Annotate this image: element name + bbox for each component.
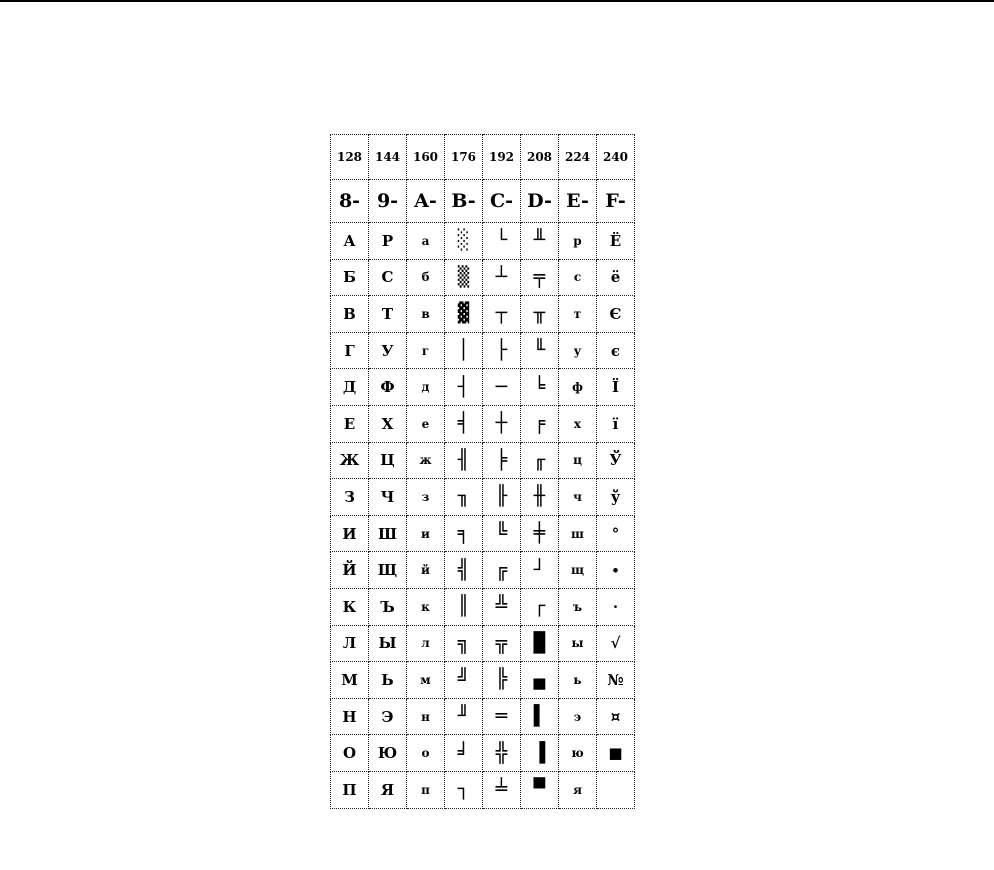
character-cell: ¤	[597, 698, 635, 735]
character-cell: ╖	[445, 479, 483, 516]
character-cell: а	[407, 223, 445, 260]
character-row	[331, 515, 635, 552]
character-cell: ┤	[445, 369, 483, 406]
hex-header-cell: E-	[559, 180, 597, 223]
character-cell: е	[407, 405, 445, 442]
character-cell: ╤	[521, 259, 559, 296]
decimal-header-cell: 240	[597, 135, 635, 180]
decimal-header-cell: 144	[369, 135, 407, 180]
character-cell: ╦	[483, 625, 521, 662]
character-cell: О	[331, 735, 369, 772]
character-cell: °	[597, 515, 635, 552]
character-row	[331, 588, 635, 625]
character-cell: ║	[445, 588, 483, 625]
character-cell: н	[407, 698, 445, 735]
character-cell: Р	[369, 223, 407, 260]
character-cell: Ў	[597, 442, 635, 479]
decimal-header-row	[331, 135, 635, 180]
character-row	[331, 223, 635, 260]
character-cell: ╨	[521, 223, 559, 260]
character-row	[331, 479, 635, 516]
character-cell: ╞	[483, 442, 521, 479]
character-cell: Л	[331, 625, 369, 662]
character-cell: ─	[483, 369, 521, 406]
character-cell: █	[521, 625, 559, 662]
decimal-header-cell: 160	[407, 135, 445, 180]
character-row	[331, 625, 635, 662]
character-cell: Э	[369, 698, 407, 735]
character-cell: ю	[559, 735, 597, 772]
character-cell: ї	[597, 405, 635, 442]
character-cell: б	[407, 259, 445, 296]
character-cell: ·	[597, 588, 635, 625]
character-cell: √	[597, 625, 635, 662]
character-cell: к	[407, 588, 445, 625]
character-cell: с	[559, 259, 597, 296]
character-cell: ╒	[521, 405, 559, 442]
character-cell: С	[369, 259, 407, 296]
top-rule	[0, 0, 994, 2]
character-row	[331, 552, 635, 589]
character-cell: К	[331, 588, 369, 625]
character-cell: М	[331, 662, 369, 699]
character-cell: ь	[559, 662, 597, 699]
character-cell: ╓	[521, 442, 559, 479]
character-row	[331, 332, 635, 369]
character-cell: ╫	[521, 479, 559, 516]
decimal-header-cell: 128	[331, 135, 369, 180]
character-cell: ├	[483, 332, 521, 369]
decimal-header-cell: 192	[483, 135, 521, 180]
character-cell: ╟	[483, 479, 521, 516]
hex-header-cell: 8-	[331, 180, 369, 223]
character-cell: Ц	[369, 442, 407, 479]
character-cell: И	[331, 515, 369, 552]
character-cell: ╣	[445, 552, 483, 589]
character-row	[331, 698, 635, 735]
character-cell: з	[407, 479, 445, 516]
character-cell: ў	[597, 479, 635, 516]
character-cell: ┌	[521, 588, 559, 625]
character-cell: ╥	[521, 296, 559, 333]
character-cell: ╬	[483, 735, 521, 772]
character-cell: У	[369, 332, 407, 369]
character-cell: А	[331, 223, 369, 260]
character-cell: Ё	[597, 223, 635, 260]
character-row	[331, 369, 635, 406]
character-cell: Я	[369, 771, 407, 808]
character-cell: ∙	[597, 552, 635, 589]
character-row	[331, 735, 635, 772]
character-cell: ╕	[445, 515, 483, 552]
character-cell: Е	[331, 405, 369, 442]
hex-header-cell: 9-	[369, 180, 407, 223]
character-cell: Щ	[369, 552, 407, 589]
character-cell: ё	[597, 259, 635, 296]
character-cell: Н	[331, 698, 369, 735]
character-cell: п	[407, 771, 445, 808]
character-cell: ч	[559, 479, 597, 516]
character-cell: ╛	[445, 735, 483, 772]
character-cell: ╧	[483, 771, 521, 808]
character-cell: ╘	[521, 369, 559, 406]
character-cell: Г	[331, 332, 369, 369]
character-cell: ▀	[521, 771, 559, 808]
character-cell: П	[331, 771, 369, 808]
character-cell: ╔	[483, 552, 521, 589]
character-cell: ╢	[445, 442, 483, 479]
character-cell: ╗	[445, 625, 483, 662]
character-cell: Ш	[369, 515, 407, 552]
character-cell: ъ	[559, 588, 597, 625]
character-cell: Й	[331, 552, 369, 589]
character-cell: ┐	[445, 771, 483, 808]
character-code-table	[330, 134, 635, 809]
character-cell: ═	[483, 698, 521, 735]
character-cell: ╚	[483, 515, 521, 552]
character-cell: щ	[559, 552, 597, 589]
character-row	[331, 259, 635, 296]
character-cell: ╝	[445, 662, 483, 699]
character-cell: Д	[331, 369, 369, 406]
character-row	[331, 662, 635, 699]
character-cell: о	[407, 735, 445, 772]
character-cell: э	[559, 698, 597, 735]
character-cell: Ю	[369, 735, 407, 772]
decimal-header-cell: 208	[521, 135, 559, 180]
character-cell: ╙	[521, 332, 559, 369]
character-cell: ╜	[445, 698, 483, 735]
character-cell: х	[559, 405, 597, 442]
character-cell: ■	[597, 735, 635, 772]
hex-header-row	[331, 180, 635, 223]
character-cell: ░	[445, 223, 483, 260]
character-cell: у	[559, 332, 597, 369]
decimal-header-cell: 176	[445, 135, 483, 180]
character-cell: ▐	[521, 735, 559, 772]
decimal-header-cell: 224	[559, 135, 597, 180]
character-cell: л	[407, 625, 445, 662]
character-cell: є	[597, 332, 635, 369]
character-cell: В	[331, 296, 369, 333]
character-cell: Є	[597, 296, 635, 333]
character-cell: ▒	[445, 259, 483, 296]
character-cell: Ъ	[369, 588, 407, 625]
character-row	[331, 442, 635, 479]
character-cell: ы	[559, 625, 597, 662]
hex-header-cell: F-	[597, 180, 635, 223]
character-cell: №	[597, 662, 635, 699]
character-cell: Б	[331, 259, 369, 296]
character-cell: ▌	[521, 698, 559, 735]
character-cell	[597, 771, 635, 808]
character-cell: Ы	[369, 625, 407, 662]
character-cell: ж	[407, 442, 445, 479]
character-cell: Х	[369, 405, 407, 442]
character-cell: ф	[559, 369, 597, 406]
character-cell: ш	[559, 515, 597, 552]
character-cell: ▓	[445, 296, 483, 333]
character-cell: ╡	[445, 405, 483, 442]
character-row	[331, 405, 635, 442]
character-row	[331, 296, 635, 333]
character-cell: ▄	[521, 662, 559, 699]
character-cell: ┴	[483, 259, 521, 296]
hex-header-cell: B-	[445, 180, 483, 223]
character-cell: Ф	[369, 369, 407, 406]
hex-header-cell: D-	[521, 180, 559, 223]
character-cell: └	[483, 223, 521, 260]
character-cell: д	[407, 369, 445, 406]
character-cell: т	[559, 296, 597, 333]
character-cell: ╩	[483, 588, 521, 625]
character-cell: ц	[559, 442, 597, 479]
character-cell: Ь	[369, 662, 407, 699]
character-cell: Ж	[331, 442, 369, 479]
character-cell: Т	[369, 296, 407, 333]
hex-header-cell: C-	[483, 180, 521, 223]
character-cell: │	[445, 332, 483, 369]
character-cell: З	[331, 479, 369, 516]
character-cell: ┼	[483, 405, 521, 442]
character-cell: г	[407, 332, 445, 369]
character-cell: ┬	[483, 296, 521, 333]
character-row	[331, 771, 635, 808]
hex-header-cell: A-	[407, 180, 445, 223]
character-cell: в	[407, 296, 445, 333]
character-cell: я	[559, 771, 597, 808]
character-cell: ╠	[483, 662, 521, 699]
character-cell: ┘	[521, 552, 559, 589]
character-cell: ╪	[521, 515, 559, 552]
character-cell: Ч	[369, 479, 407, 516]
character-cell: й	[407, 552, 445, 589]
character-cell: и	[407, 515, 445, 552]
character-cell: м	[407, 662, 445, 699]
character-cell: Ї	[597, 369, 635, 406]
character-cell: р	[559, 223, 597, 260]
